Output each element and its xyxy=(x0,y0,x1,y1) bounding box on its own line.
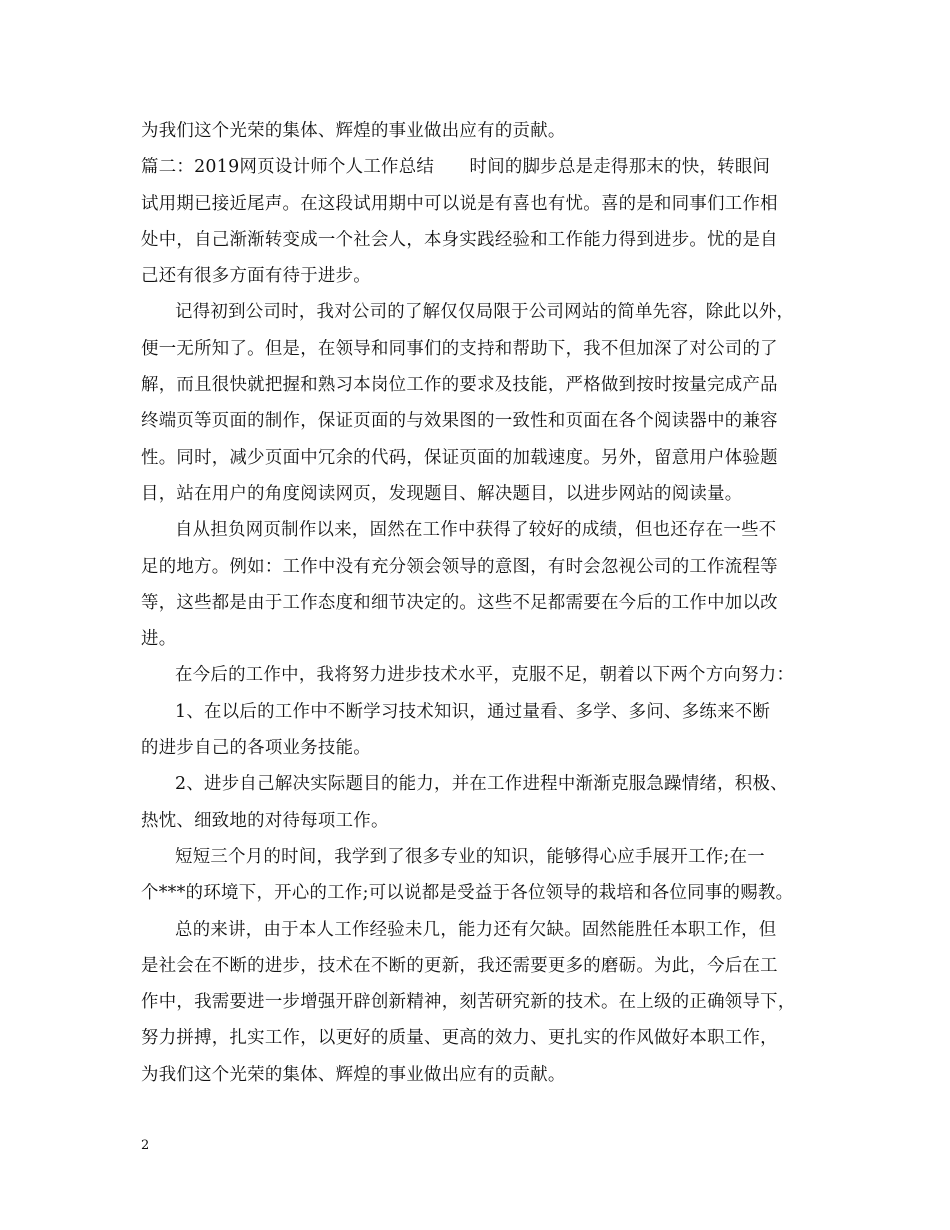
text-line: 热忱、细致地的对待每项工作。 xyxy=(141,810,389,831)
text-line: 试用期已接近尾声。在这段试用期中可以说是有喜也有忧。喜的是和同事们工作相 xyxy=(141,193,778,214)
text-line: 个***的环境下，开心的工作;可以说都是受益于各位领导的栽培和各位同事的赐教。 xyxy=(141,883,794,904)
text-line: 终端页等页面的制作，保证页面的与效果图的一致性和页面在各个阅读器中的兼容 xyxy=(141,411,778,432)
text-line: 进。 xyxy=(141,629,177,650)
text-line: 解，而且很快就把握和熟习本岗位工作的要求及技能，严格做到按时按量完成产品 xyxy=(141,375,778,396)
text-line: 己还有很多方面有待于进步。 xyxy=(141,266,371,287)
text-line: 自从担负网页制作以来，固然在工作中获得了较好的成绩，但也还存在一些不 xyxy=(175,520,777,541)
page-number: 2 xyxy=(141,1138,150,1153)
text-line: 作中，我需要进一步增强开辟创新精神，刻苦研究新的技术。在上级的正确领导下， xyxy=(141,992,796,1013)
text-line: 1、在以后的工作中不断学习技术知识，通过量看、多学、多问、多练来不断 xyxy=(175,701,771,722)
document-body xyxy=(141,113,831,1093)
text-line: 便一无所知了。但是，在领导和同事们的支持和帮助下，我不但加深了对公司的了 xyxy=(141,338,778,359)
text-line: 为我们这个光荣的集体、辉煌的事业做出应有的贡献。 xyxy=(141,121,566,141)
text-line: 处中，自己渐渐转变成一个社会人，本身实践经验和工作能力得到进步。忧的是自 xyxy=(141,229,778,250)
text-line: 篇二：2019网页设计师个人工作总结 时间的脚步总是走得那末的快，转眼间 xyxy=(141,157,771,178)
text-line: 足的地方。例如：工作中没有充分领会领导的意图，有时会忽视公司的工作流程等 xyxy=(141,556,778,577)
text-line: 记得初到公司时，我对公司的了解仅仅局限于公司网站的简单先容，除此以外， xyxy=(175,302,795,323)
text-line: 等，这些都是由于工作态度和细节决定的。这些不足都需要在今后的工作中加以改 xyxy=(141,592,778,613)
text-line: 目，站在用户的角度阅读网页，发现题目、解决题目，以进步网站的阅读量。 xyxy=(141,483,743,504)
text-line: 在今后的工作中，我将努力进步技术水平，克服不足，朝着以下两个方向努力： xyxy=(175,665,795,686)
text-line: 的进步自己的各项业务技能。 xyxy=(141,738,371,759)
text-line: 努力拼搏，扎实工作，以更好的质量、更高的效力、更扎实的作风做好本职工作， xyxy=(141,1028,778,1049)
text-line: 为我们这个光荣的集体、辉煌的事业做出应有的贡献。 xyxy=(141,1064,566,1085)
text-line: 总的来讲，由于本人工作经验未几，能力还有欠缺。固然能胜任本职工作，但 xyxy=(175,919,777,940)
text-line: 2、进步自己解决实际题目的能力，并在工作进程中渐渐克服急躁情绪，积极、 xyxy=(175,774,788,795)
text-line: 性。同时，减少页面中冗余的代码，保证页面的加载速度。另外，留意用户体验题 xyxy=(141,447,778,468)
text-line: 短短三个月的时间，我学到了很多专业的知识，能够得心应手展开工作;在一 xyxy=(175,846,765,867)
text-line: 是社会在不断的进步，技术在不断的更新，我还需要更多的磨砺。为此，今后在工 xyxy=(141,955,778,976)
